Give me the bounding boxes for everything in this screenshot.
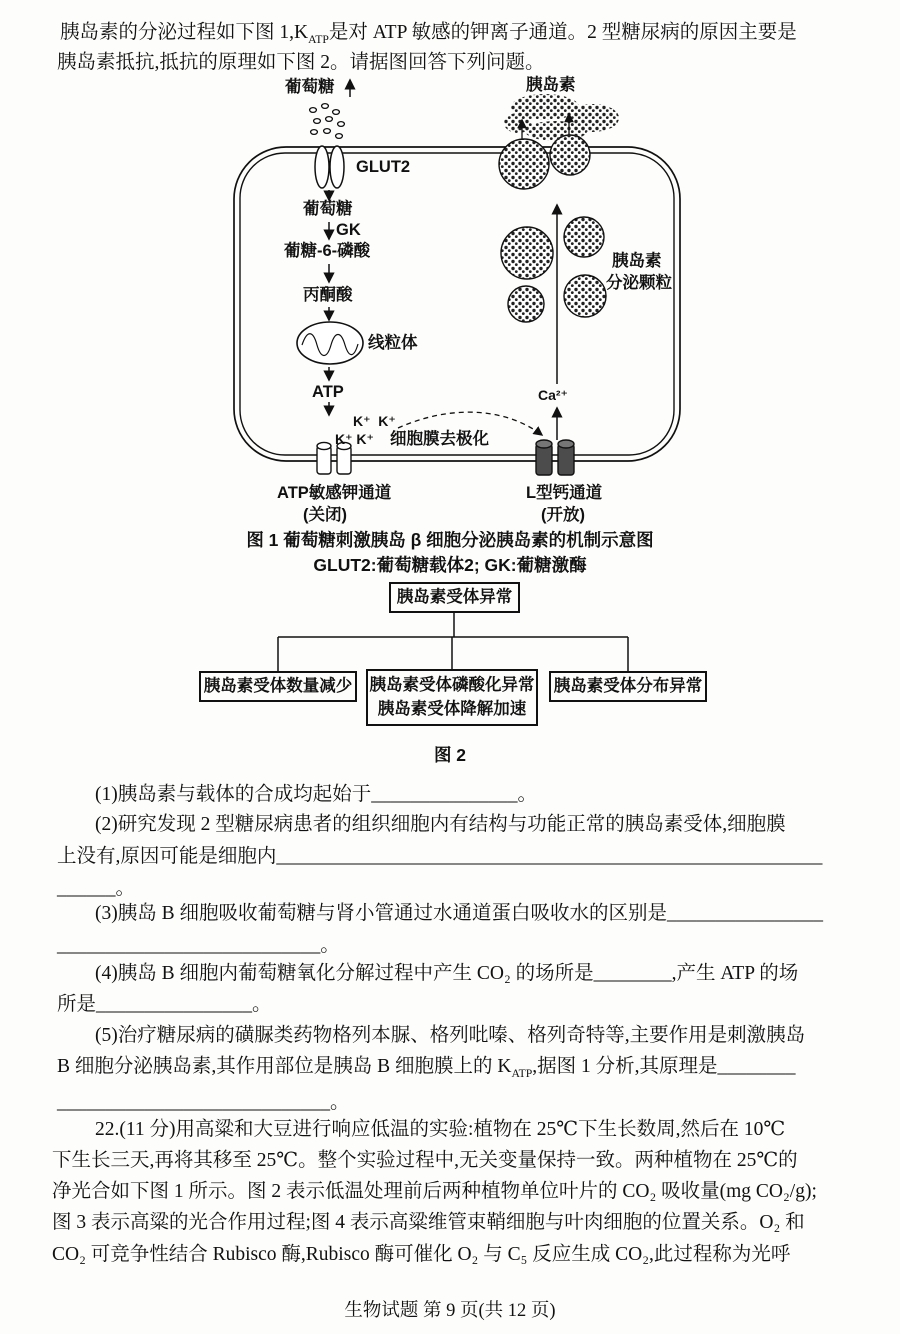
question-2-line-2: 上没有,原因可能是细胞内________________________________________________________: [57, 846, 823, 867]
label-katp-state: (关闭): [303, 506, 347, 524]
intro-line-1: [60, 16, 797, 46]
label-ca-state: (开放): [541, 506, 585, 524]
intro-line-1-b: 是对 ATP 敏感的钾离子通道。2 型糖尿病的原因主要是: [328, 22, 797, 43]
flowchart-box1-label: 胰岛素受体数量减少: [203, 676, 353, 695]
label-katp-channel: ATP敏感钾通道: [277, 484, 392, 502]
intro-line-2: 胰岛素抵抗,抵抗的原理如下图 2。请据图回答下列问题。: [57, 52, 545, 73]
katp-subscript: ATP: [308, 32, 329, 46]
page-footer: 生物试题 第 9 页(共 12 页): [344, 1301, 556, 1321]
question-22-line-5: CO₂ 可竞争性结合 Rubisco 酶,Rubisco 酶可催化 O₂ 与 C₅ 反应生成 CO₂,此过程称为光呼: [52, 1244, 791, 1265]
label-mitochondria: 线粒体: [368, 334, 418, 352]
question-5-line-2-a: B 细胞分泌胰岛素,其作用部位是胰岛 B 细胞膜上的 K: [57, 1056, 512, 1077]
secreted-insulin-dots-icon: [504, 94, 619, 141]
question-22-line-4: 图 3 表示高粱的光合作用过程;图 4 表示高粱维管束鞘细胞与叶肉细胞的位置关系。O₂ 和: [52, 1212, 805, 1233]
question-4-line-2: 所是________________。: [57, 994, 272, 1015]
flowchart-root-label: 胰岛素受体异常: [396, 587, 513, 606]
ca-channel-icon: [536, 440, 574, 475]
figure1-caption-note: GLUT2:葡萄糖载体2; GK:葡糖激酶: [313, 555, 587, 575]
question-3-line-2: ___________________________。: [57, 935, 340, 956]
question-5-line-2-b: ,据图 1 分析,其原理是________: [532, 1056, 796, 1077]
label-depolarization: 细胞膜去极化: [390, 430, 489, 448]
katp-subscript-q5: ATP: [511, 1066, 533, 1080]
figure1-caption: 图 1 葡萄糖刺激胰岛 β 细胞分泌胰岛素的机制示意图: [246, 530, 654, 550]
flowchart-box-receptor-count: [199, 671, 357, 702]
flowchart-box2-label-line2: 胰岛素受体降解加速: [377, 699, 527, 718]
label-k-ions-row2: K⁺ K⁺: [335, 431, 374, 447]
question-22-line-2: 下生长三天,再将其移至 25℃。整个实验过程中,无关变量保持一致。两种植物在 25℃的: [52, 1150, 798, 1171]
flowchart-box2-label-line1: 胰岛素受体磷酸化异常: [369, 675, 535, 694]
question-22-line-1: 22.(11 分)用高粱和大豆进行响应低温的实验:植物在 25℃下生长数周,然后在 10℃: [95, 1119, 786, 1140]
question-5-line-3: ____________________________。: [57, 1092, 350, 1113]
label-glucose-outside: 葡萄糖: [285, 78, 335, 96]
figure2-caption: 图 2: [433, 745, 467, 765]
label-glucose-inside: 葡萄糖: [303, 200, 353, 218]
flowchart-connectors: [278, 613, 628, 671]
label-insulin-top: 胰岛素: [526, 76, 576, 94]
question-4-line-1: (4)胰岛 B 细胞内葡萄糖氧化分解过程中产生 CO₂ 的场所是________,产生 ATP 的场: [95, 963, 799, 984]
intro-line-1-a: 胰岛素的分泌过程如下图 1,K: [60, 22, 309, 43]
flowchart-box-distribution: [549, 671, 707, 702]
glucose-molecules-icon: [310, 104, 345, 139]
mitochondria-icon: [297, 322, 363, 364]
label-pyruvate: 丙酮酸: [303, 286, 353, 304]
label-glut2: GLUT2: [356, 158, 411, 176]
question-2-line-1: (2)研究发现 2 型糖尿病患者的组织细胞内有结构与功能正常的胰岛素受体,细胞膜: [95, 814, 786, 835]
insulin-granules-icon: [499, 135, 606, 322]
label-ca-channel: L型钙通道: [526, 484, 603, 502]
label-granule-line2: 分泌颗粒: [606, 274, 672, 292]
question-1: (1)胰岛素与载体的合成均起始于_______________。: [95, 784, 537, 805]
cell-membrane: [234, 147, 680, 461]
label-k-ions-row1: K⁺ K⁺: [353, 413, 396, 429]
label-atp: ATP: [312, 383, 344, 401]
flowchart-box-phosphorylation: [366, 669, 538, 726]
label-ca-ion: Ca²⁺: [538, 387, 568, 403]
label-g6p: 葡糖-6-磷酸: [284, 242, 371, 260]
label-granule-line1: 胰岛素: [612, 252, 662, 270]
flowchart-root-box: [389, 582, 520, 613]
question-2-line-3: ______。: [57, 878, 136, 899]
label-gk: GK: [336, 221, 361, 239]
question-5-line-1: (5)治疗糖尿病的磺脲类药物格列本脲、格列吡嗪、格列奇特等,主要作用是刺激胰岛: [95, 1025, 806, 1046]
flowchart-box3-label: 胰岛素受体分布异常: [553, 676, 703, 695]
question-3-line-1: (3)胰岛 B 细胞吸收葡萄糖与肾小管通过水通道蛋白吸收水的区别是________________: [95, 903, 823, 924]
question-5-line-2: [57, 1050, 796, 1080]
question-22-line-3: 净光合如下图 1 所示。图 2 表示低温处理前后两种植物单位叶片的 CO₂ 吸收量(mg CO₂/g);: [52, 1181, 817, 1202]
